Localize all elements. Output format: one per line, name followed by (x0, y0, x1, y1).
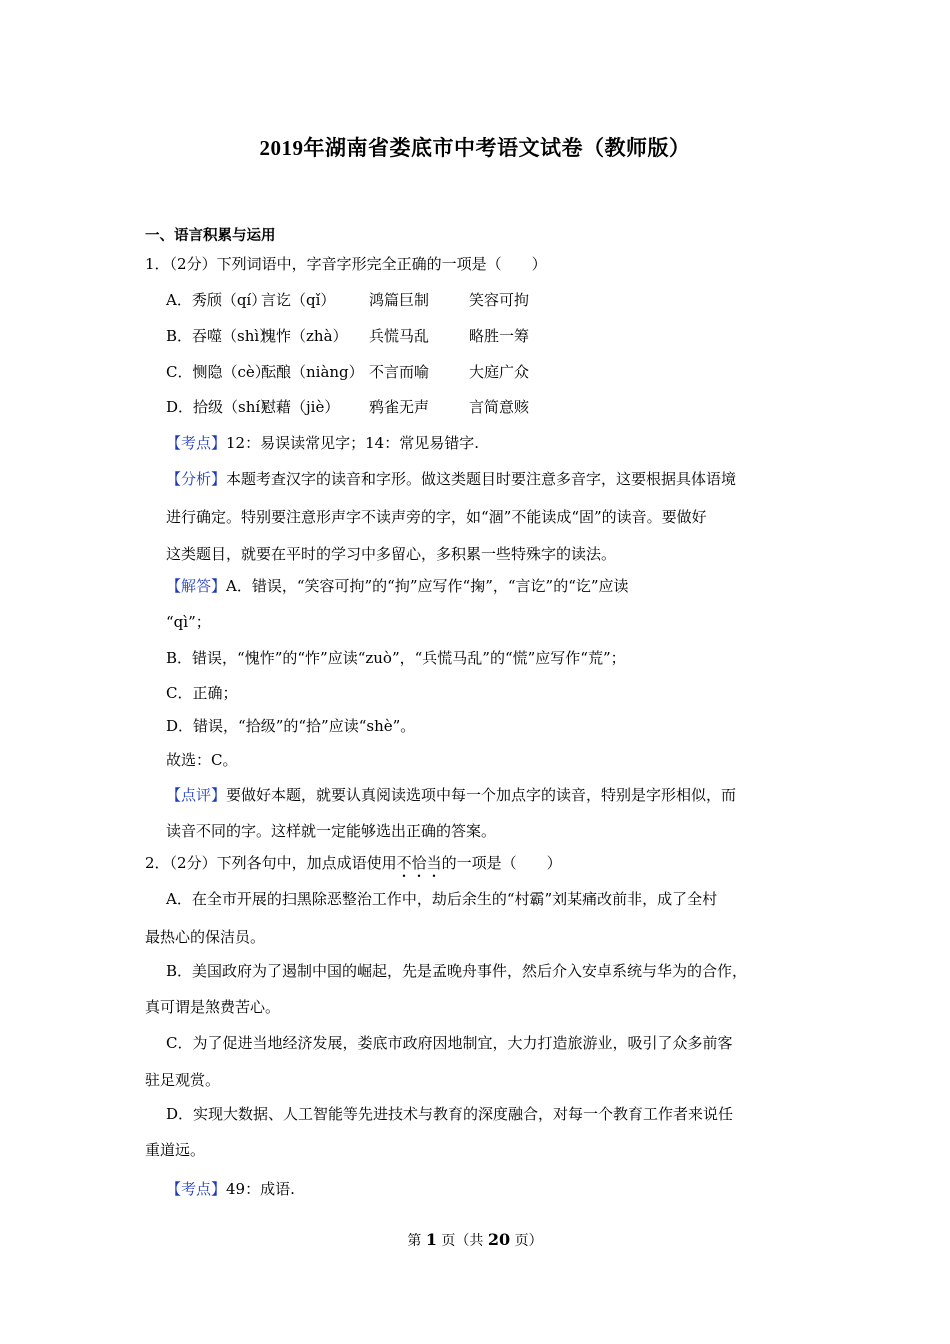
document-title: 2019年湖南省娄底市中考语文试卷（教师版） (259, 136, 691, 160)
q2-option-c-line2: 驻足观赏。 (145, 1071, 221, 1089)
q1-option-a (166, 290, 529, 310)
dianping-tag: 【点评】 (166, 786, 227, 804)
q2-stem-part: 2．（2分）下列各句中，加点成语使用 (145, 854, 397, 872)
option-word: 言讫（qǐ） (261, 291, 336, 309)
option-word: 鸿篇巨制 (369, 291, 430, 309)
option-word: 略胜一筹 (469, 327, 530, 345)
q1-jieda-line3: B．错误，“愧怍”的“怍”应读“zuò”，“兵慌马乱”的“慌”应写作“荒”； (166, 649, 626, 667)
option-word: D．拾级（shí） (166, 398, 276, 416)
option-word: C．恻隐（cè） (166, 363, 270, 381)
jieda-text: A．错误，“笑容可拘”的“拘”应写作“掬”，“言讫”的“讫”应读 (226, 577, 629, 595)
option-word: 慰藉（jiè） (261, 398, 340, 416)
q1-fenxi-line1 (166, 469, 806, 489)
q1-stem: 1．（2分）下列词语中，字音字形完全正确的一项是（ ） (145, 255, 547, 273)
option-word: A．秀颀（qí） (166, 291, 267, 309)
q1-fenxi-line3: 这类题目，就要在平时的学习中多留心，多积累一些特殊字的读法。 (166, 545, 617, 563)
option-word: 兵慌马乱 (369, 327, 430, 345)
option-word: 言简意赅 (469, 398, 530, 416)
q2-stem (145, 853, 562, 881)
q2-option-d-line1: D．实现大数据、人工智能等先进技术与教育的深度融合，对每一个教育工作者来说任 (166, 1105, 734, 1123)
option-word: 愧怍（zhà） (261, 327, 348, 345)
option-word: 酝酿（niàng） (261, 363, 364, 381)
q1-option-c (166, 362, 529, 382)
option-word: B．吞噬（shì） (166, 327, 275, 345)
current-page-number: 1 (425, 1230, 437, 1249)
q2-option-d-line2: 重道远。 (145, 1141, 206, 1159)
q1-option-d (166, 397, 529, 417)
option-word: 鸦雀无声 (369, 398, 430, 416)
q2-option-a-line2: 最热心的保洁员。 (145, 928, 266, 946)
kaodian-tag: 【考点】 (166, 1180, 227, 1198)
fenxi-text: 本题考查汉字的读音和字形。做这类题目时要注意多音字，这要根据具体语境 (226, 470, 737, 488)
section-heading: 一、语言积累与运用 (145, 228, 276, 244)
q1-dianping-line2: 读音不同的字。这样就一定能够选出正确的答案。 (166, 822, 497, 840)
q2-stem-emphasis: 不恰当 (396, 854, 442, 872)
q2-option-b-line1: B．美国政府为了遏制中国的崛起，先是孟晚舟事件，然后介入安卓系统与华为的合作， (166, 962, 748, 980)
footer-text: 第 (407, 1233, 426, 1249)
q1-jieda-line6: 故选：C。 (166, 751, 238, 769)
q1-jieda-line5: D．错误，“拾级”的“拾”应读“shè”。 (166, 717, 416, 735)
q1-jieda-line1 (166, 576, 806, 596)
kaodian-text: 49：成语. (226, 1180, 295, 1198)
q1-fenxi-line2: 进行确定。特别要注意形声字不读声旁的字，如“涸”不能读成“固”的读音。要做好 (166, 508, 707, 526)
q1-jieda-line4: C．正确； (166, 684, 238, 702)
q2-kaodian (166, 1179, 295, 1199)
dianping-text: 要做好本题，就要认真阅读选项中每一个加点字的读音，特别是字形相似，而 (226, 786, 737, 804)
footer-text: 页） (510, 1233, 543, 1249)
q1-dianping-line1 (166, 785, 806, 805)
kaodian-tag: 【考点】 (166, 434, 227, 452)
footer-text: 页（共 (436, 1233, 488, 1249)
q2-stem-part: 的一项是（ ） (441, 854, 562, 872)
option-word: 大庭广众 (469, 363, 530, 381)
q2-option-c-line1: C．为了促进当地经济发展，娄底市政府因地制宜，大力打造旅游业，吸引了众多前客 (166, 1034, 733, 1052)
total-page-number: 20 (487, 1230, 511, 1249)
jieda-tag: 【解答】 (166, 577, 227, 595)
option-word: 笑容可拘 (469, 291, 530, 309)
q2-option-b-line2: 真可谓是煞费苦心。 (145, 998, 281, 1016)
q1-option-b (166, 326, 529, 346)
q1-jieda-line2: “qì”； (166, 613, 211, 631)
option-word: 不言而喻 (369, 363, 430, 381)
page-footer (0, 1230, 950, 1250)
kaodian-text: 12：易误读常见字；14：常见易错字. (226, 434, 479, 452)
q1-kaodian (166, 433, 479, 453)
fenxi-tag: 【分析】 (166, 470, 227, 488)
q2-option-a-line1: A．在全市开展的扫黑除恶整治工作中，劫后余生的“村霸”刘某痛改前非，成了全村 (166, 890, 718, 908)
